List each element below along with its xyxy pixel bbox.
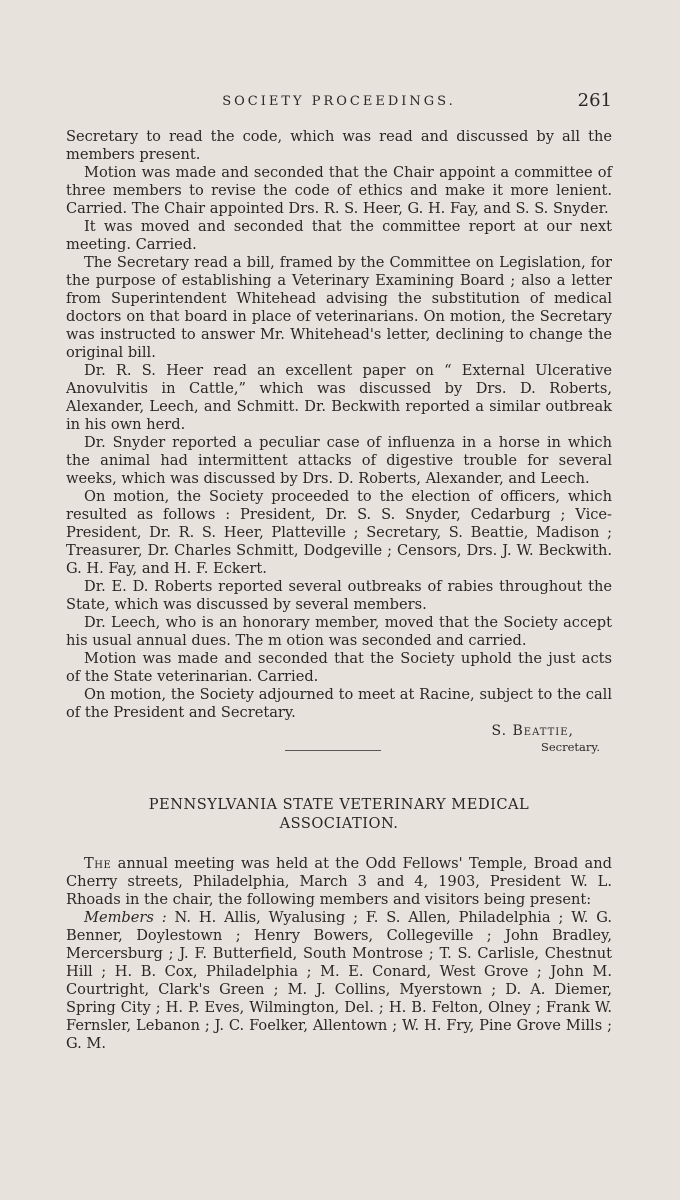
section-heading-line: PENNSYLVANIA STATE VETERINARY MEDICAL: [148, 796, 530, 813]
paragraph: On motion, the Society adjourned to meet at Racine, subject to the call of the President and Secretary.: [66, 686, 612, 721]
paragraph: Dr. Leech, who is an honorary member, moved that the Society accept his usual annual dues. The m otion was seconded and carried.: [66, 614, 612, 649]
paragraph: Dr. E. D. Roberts reported several outbreaks of rabies throughout the State, which was discussed by several members.: [66, 578, 612, 613]
section-intro-paragraph: [66, 855, 612, 909]
paragraph: It was moved and seconded that the committee report at our next meeting. Carried.: [66, 218, 612, 253]
intro-lead-word: The: [84, 855, 112, 872]
signature-name: S. Beattie,: [491, 723, 574, 739]
page-header: [66, 90, 612, 112]
section-heading-line: ASSOCIATION.: [279, 815, 399, 832]
intro-text: annual meeting was held at the Odd Fellows' Temple, Broad and Cherry streets, Philadelphia, March 3 and 4, 1903, President W. L. Rhoads in the chair, the following members and visitors being present:: [66, 855, 612, 908]
section-divider: [285, 750, 381, 751]
paragraph: Dr. R. S. Heer read an excellent paper on “ External Ulcerative Anovulvitis in Cattle,” which was discussed by Drs. D. Roberts, Alexander, Leech, and Schmitt. Dr. Beckwith reported a similar outbreak in his own herd.: [66, 362, 612, 433]
paragraph: Dr. Snyder reported a peculiar case of influenza in a horse in which the animal had intermittent attacks of digestive trouble for several weeks, which was discussed by Drs. D. Roberts, Alexander, and Leech.: [66, 434, 612, 487]
members-label: Members :: [84, 909, 167, 926]
members-list: N. H. Allis, Wyalusing ; F. S. Allen, Philadelphia ; W. G. Benner, Doylestown ; Henry Bowers, Collegeville ; John Bradley, Mercersburg ; J. F. Butterfield, South Montrose ; T. S. Carlisle, Chestnut Hill ; H. B. Cox, Philadelphia ; M. E. Conard, West Grove ; John M. Courtright, Clark's Green ; M. J. Collins, Myerstown ; D. A. Diemer, Spring City ; H. P. Eves, Wilmington, Del. ; H. B. Felton, Olney ; Frank W. Fernsler, Lebanon ; J. C. Foelker, Allentown ; W. H. Fry, Pine Grove Mills ; G. M.: [66, 909, 612, 1052]
paragraph: Motion was made and seconded that the Society uphold the just acts of the State veterinarian. Carried.: [66, 650, 612, 685]
paragraph: Motion was made and seconded that the Chair appoint a committee of three members to revise the code of ethics and make it more lenient. Carried. The Chair appointed Drs. R. S. Heer, G. H. Fay, and S. S. Snyder.: [66, 164, 612, 217]
signature-title: Secretary.: [540, 740, 600, 754]
page-body: [66, 128, 612, 1053]
members-paragraph: [66, 909, 612, 1053]
paragraph: On motion, the Society proceeded to the election of officers, which resulted as follows : President, Dr. S. S. Snyder, Cedarburg ; Vice-President, Dr. R. S. Heer, Platteville ; Secretary, S. Beattie, Madison ; Treasurer, Dr. Charles Schmitt, Dodgeville ; Censors, Drs. J. W. Beckwith. G. H. Fay, and H. F. Eckert.: [66, 488, 612, 577]
section-heading: [66, 795, 612, 833]
page-number: 261: [577, 90, 612, 111]
paragraph: The Secretary read a bill, framed by the Committee on Legislation, for the purpose of establishing a Veterinary Examining Board ; also a letter from Superintendent Whitehead advising the substitution of medical doctors on that board in place of veterinarians. On motion, the Secretary was instructed to answer Mr. Whitehead's letter, declining to change the original bill.: [66, 254, 612, 361]
running-title: SOCIETY PROCEEDINGS.: [222, 94, 456, 109]
paragraph: Secretary to read the code, which was read and discussed by all the members present.: [66, 128, 612, 163]
